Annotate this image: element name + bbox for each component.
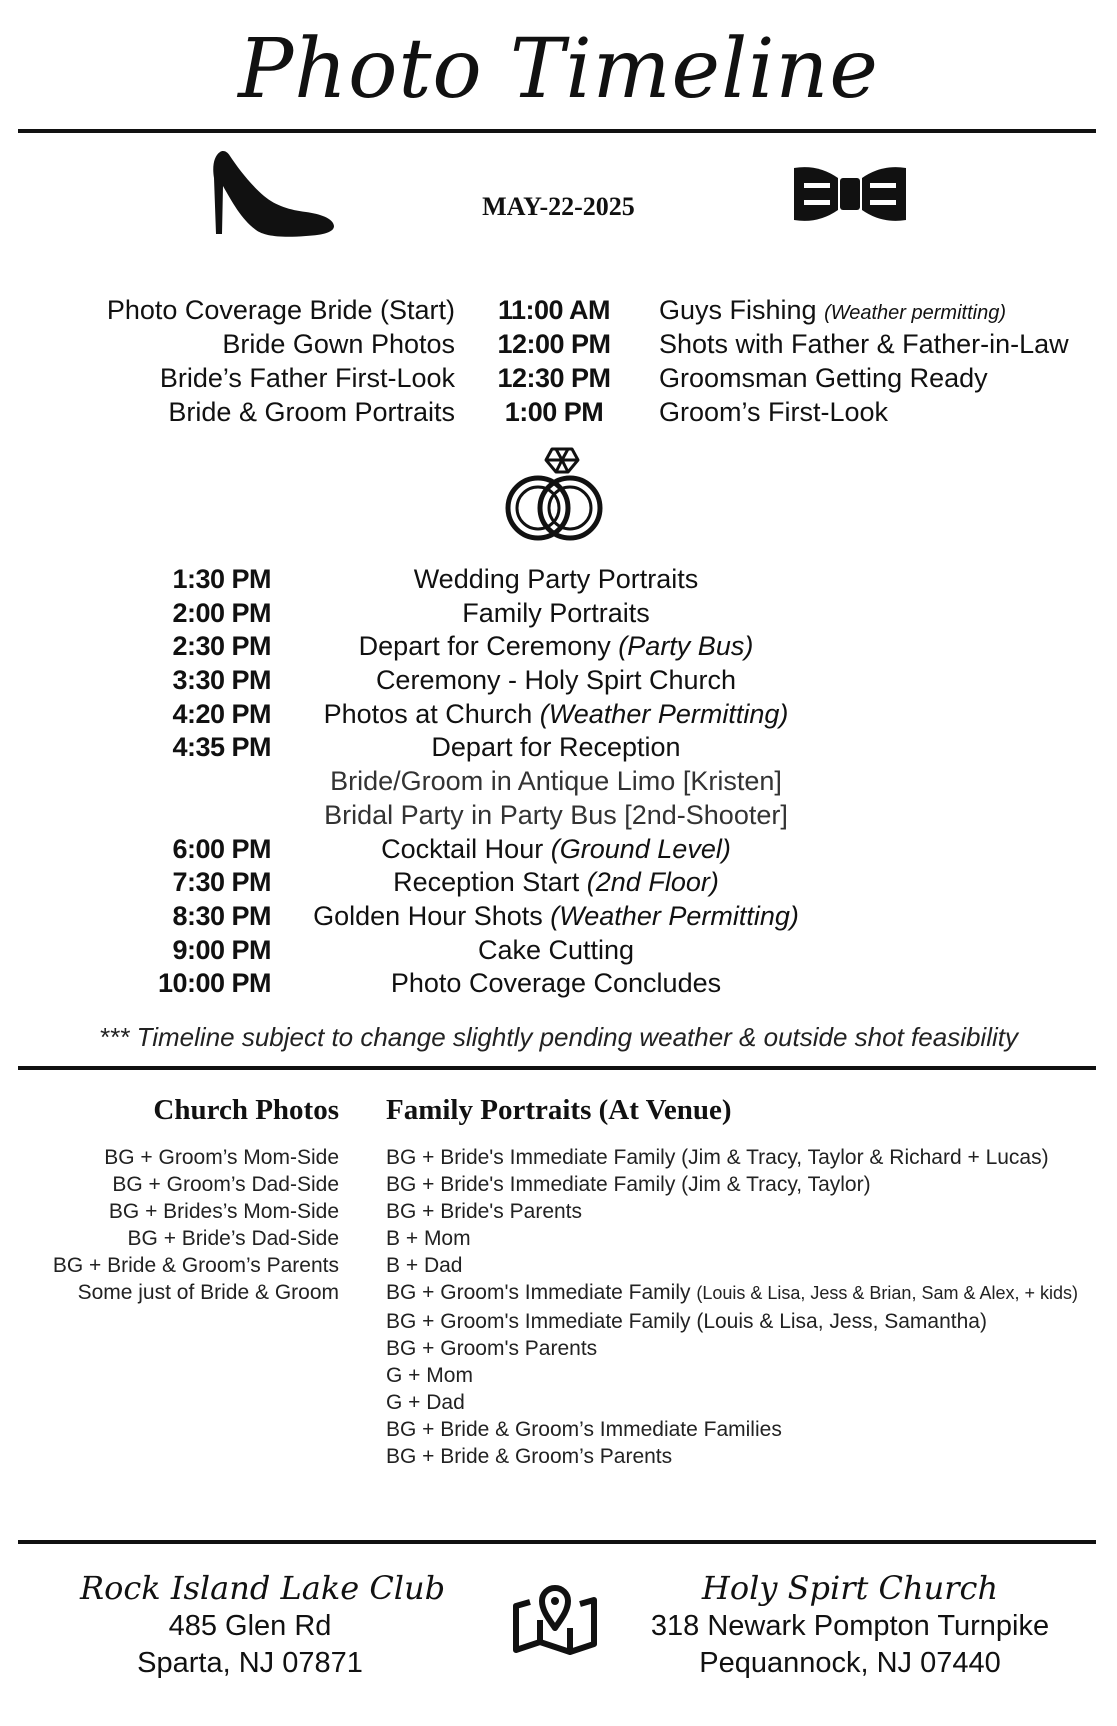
event-note: (2nd Floor) [586, 867, 719, 898]
list-item: BG + Groom's Immediate Family (Louis & Lisa, Jess & Brian, Sam & Alex, + kids) [386, 1281, 1078, 1305]
schedule-time: 12:00 PM [497, 329, 611, 359]
venue-address-line: 485 Glen Rd [168, 1610, 332, 1642]
reception-venue [80, 1568, 446, 1682]
event-note: (Ground Level) [550, 833, 731, 864]
venue-address-line: Sparta, NJ 07871 [137, 1647, 363, 1679]
schedule-time: 2:30 PM [172, 631, 271, 662]
schedule-row [0, 832, 1117, 866]
schedule-subevent: Bridal Party in Party Bus [2nd-Shooter] [324, 799, 788, 830]
list-item: BG + Bride's Immediate Family (Jim & Tracy, Taylor) [386, 1173, 871, 1197]
schedule-event: Reception Start (2nd Floor) [393, 867, 719, 898]
page-title: Photo Timeline [238, 22, 879, 117]
schedule-row [0, 327, 1117, 361]
list-item: B + Mom [386, 1227, 471, 1251]
wedding-rings-icon [500, 444, 612, 544]
schedule-row [0, 663, 1117, 697]
timeline-disclaimer: *** Timeline subject to change slightly pending weather & outside shot feasibility [99, 1022, 1018, 1052]
groom-event: Shots with Father & Father-in-Law [659, 329, 1069, 359]
schedule-row [0, 865, 1117, 899]
schedule-time: 8:30 PM [172, 900, 271, 931]
schedule-row [0, 966, 1117, 1000]
ceremony-venue [620, 1568, 1080, 1682]
bride-event: Bride Gown Photos [222, 329, 455, 359]
schedule-time: 4:20 PM [172, 698, 271, 729]
schedule-event: Depart for Ceremony (Party Bus) [358, 631, 754, 662]
list-item: B + Dad [386, 1254, 463, 1278]
groom-event: Groom’s First-Look [659, 397, 889, 427]
schedule-time: 10:00 PM [157, 968, 271, 999]
schedule-event: Photo Coverage Concludes [390, 968, 722, 999]
list-item: G + Dad [386, 1390, 465, 1414]
schedule-row [0, 293, 1117, 327]
event-note: (Weather Permitting) [550, 900, 799, 931]
event-date: MAY-22-2025 [482, 192, 635, 221]
schedule-time: 2:00 PM [172, 597, 271, 628]
list-item: BG + Groom's Parents [386, 1336, 598, 1360]
bride-event: Bride’s Father First-Look [159, 363, 455, 393]
event-note: (Weather Permitting) [539, 698, 789, 729]
event-note: (Party Bus) [618, 631, 754, 662]
list-item: BG + Bride’s Dad-Side [127, 1227, 339, 1251]
schedule-event: Golden Hour Shots (Weather Permitting) [313, 900, 799, 931]
bow-tie-icon [790, 164, 910, 224]
schedule-row [0, 395, 1117, 429]
schedule-time: 12:30 PM [497, 363, 611, 393]
list-item: Some just of Bride & Groom [77, 1281, 339, 1305]
schedule-event: Family Portraits [462, 597, 650, 628]
schedule-row [0, 562, 1117, 596]
schedule-row [0, 798, 1117, 832]
schedule-event: Cake Cutting [477, 934, 635, 965]
list-item: G + Mom [386, 1363, 473, 1387]
schedule-row [0, 764, 1117, 798]
divider [18, 1066, 1096, 1070]
schedule-time: 7:30 PM [172, 867, 271, 898]
main-schedule [0, 562, 1117, 1000]
schedule-time: 3:30 PM [172, 665, 271, 696]
schedule-time: 11:00 AM [497, 295, 611, 325]
list-item: BG + Bride & Groom’s Parents [386, 1445, 673, 1469]
schedule-event: Cocktail Hour (Ground Level) [381, 833, 731, 864]
schedule-time: 1:30 PM [172, 564, 271, 594]
schedule-event: Photos at Church (Weather Permitting) [323, 698, 789, 729]
schedule-row [0, 899, 1117, 933]
church-photos-heading: Church Photos [153, 1094, 339, 1126]
bride-event: Bride & Groom Portraits [168, 397, 455, 427]
venue-name: Rock Island Lake Club [80, 1569, 446, 1607]
schedule-time: 9:00 PM [172, 934, 271, 965]
family-portraits-heading: Family Portraits (At Venue) [386, 1094, 732, 1126]
schedule-subevent: Bride/Groom in Antique Limo [Kristen] [330, 766, 782, 797]
schedule-time: 6:00 PM [172, 833, 271, 864]
church-photos-list [53, 1144, 339, 1307]
divider [18, 1540, 1096, 1544]
schedule-event: Depart for Reception [431, 732, 681, 763]
list-item: BG + Groom’s Dad-Side [112, 1173, 339, 1197]
schedule-row [0, 361, 1117, 395]
schedule-row [0, 629, 1117, 663]
venue-address-line: 318 Newark Pompton Turnpike [650, 1610, 1050, 1642]
schedule-row [0, 730, 1117, 764]
schedule-time: 4:35 PM [172, 732, 271, 763]
schedule-row [0, 933, 1117, 967]
family-portraits-list [386, 1144, 1078, 1470]
list-item: BG + Bride & Groom’s Parents [52, 1254, 339, 1278]
schedule-row [0, 697, 1117, 731]
morning-schedule [0, 293, 1117, 429]
bride-event: Photo Coverage Bride (Start) [106, 295, 455, 325]
list-item: BG + Groom's Immediate Family (Louis & Lisa, Jess, Samantha) [386, 1309, 987, 1333]
groom-event: Guys Fishing (Weather permitting) [659, 295, 1006, 325]
list-item: BG + Bride's Immediate Family (Jim & Tracy, Taylor & Richard + Lucas) [386, 1146, 1049, 1169]
list-item-detail: (Louis & Lisa, Jess & Brian, Sam & Alex, + kids) [696, 1283, 1078, 1304]
schedule-time: 1:00 PM [504, 397, 604, 427]
venue-name: Holy Spirt Church [701, 1569, 999, 1607]
event-note: (Weather permitting) [824, 302, 1006, 324]
map-location-icon [512, 1580, 598, 1656]
list-item: BG + Groom’s Mom-Side [104, 1146, 339, 1169]
list-item: BG + Bride's Parents [386, 1200, 583, 1224]
venue-address-line: Pequannock, NJ 07440 [699, 1647, 1001, 1679]
groom-event: Groomsman Getting Ready [659, 363, 988, 393]
list-item: BG + Brides’s Mom-Side [108, 1200, 339, 1224]
schedule-event: Wedding Party Portraits [413, 564, 699, 594]
schedule-row [0, 596, 1117, 630]
list-item: BG + Bride & Groom’s Immediate Families [386, 1417, 782, 1441]
schedule-event: Ceremony - Holy Spirt Church [375, 665, 737, 696]
divider [18, 129, 1096, 133]
